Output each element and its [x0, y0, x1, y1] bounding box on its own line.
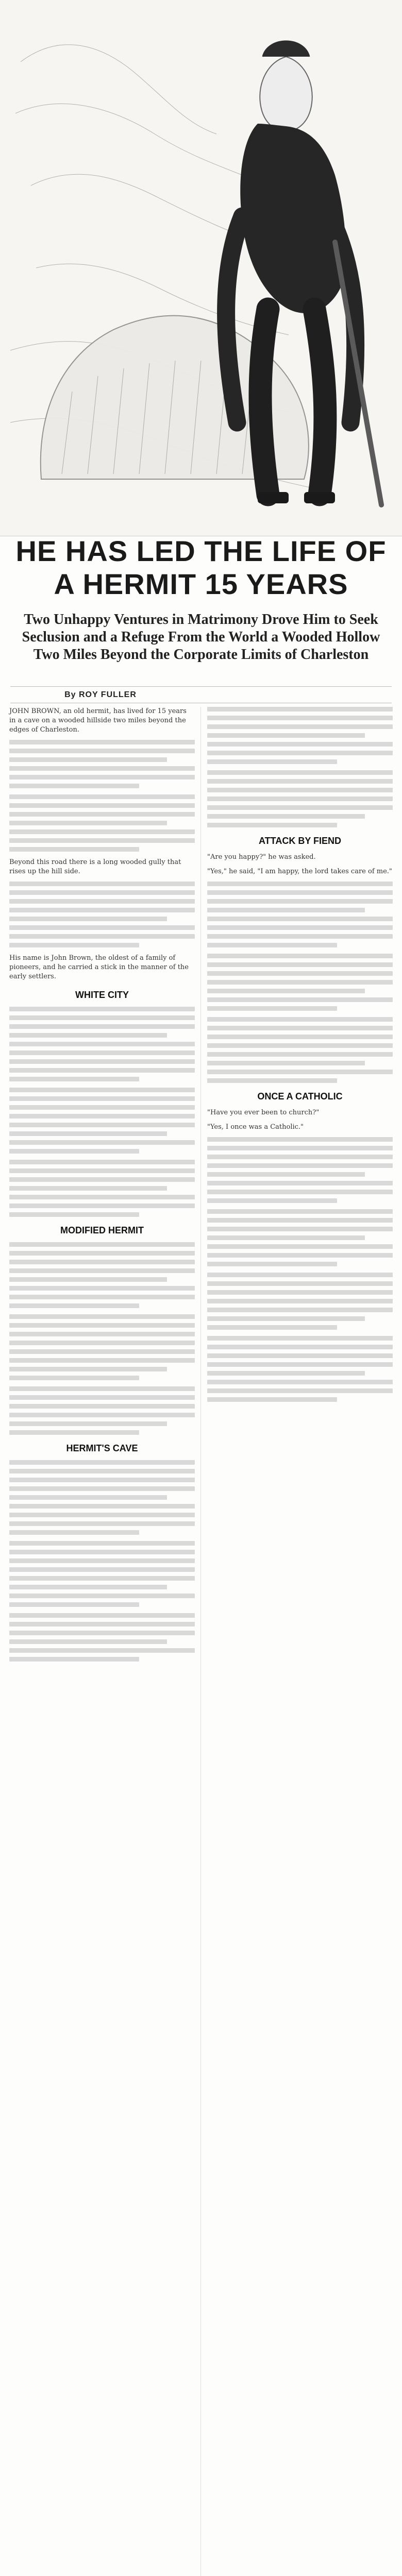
headline: HE HAS LED THE LIFE OF A HERMIT 15 YEARS	[15, 535, 387, 600]
lead-paragraph: JOHN BROWN, an old hermit, has lived for 15 years in a cave on a wooded hillside two miles beyond the edges of Charleston.	[9, 707, 187, 734]
paragraph-block	[207, 1137, 393, 1203]
hermit-photo	[0, 0, 402, 536]
paragraph-block	[9, 1541, 195, 1607]
snippet-left-b: His name is John Brown, the oldest of a family of pioneers, and he carried a stick in the manner of the early settlers.	[9, 954, 189, 980]
deck-subheadline: Two Unhappy Ventures in Matrimony Drove Him to Seek Seclusion and a Refuge From the World a Wooded Hollow Two Miles Beyond the Corporate Limits of Charleston	[22, 612, 380, 663]
paragraph-block	[9, 1088, 195, 1154]
section-heading-white-city: WHITE CITY	[75, 990, 129, 1000]
divider-rule	[10, 686, 392, 687]
snippet-right-a: "Are you happy?" he was asked.	[207, 853, 316, 861]
paragraph-block	[9, 1007, 195, 1081]
snippet-right-d: "Yes, I once was a Catholic."	[207, 1123, 304, 1131]
byline: By ROY FULLER	[64, 690, 137, 699]
paragraph-block	[207, 1017, 393, 1083]
paragraph-block	[9, 1314, 195, 1380]
paragraph-block	[9, 740, 195, 788]
paragraph-block	[207, 707, 393, 764]
column-left	[9, 707, 195, 1668]
paragraph-block	[207, 882, 393, 947]
paragraph-block	[207, 954, 393, 1011]
snippet-right-c: "Have you ever been to church?"	[207, 1109, 320, 1116]
hermit-sketch	[0, 0, 402, 536]
paragraph-block	[207, 1273, 393, 1330]
paragraph-block	[207, 1336, 393, 1402]
paragraph-block	[9, 794, 195, 852]
paragraph-block	[207, 770, 393, 827]
column-divider	[200, 707, 201, 2576]
section-heading-once-a-catholic: ONCE A CATHOLIC	[257, 1091, 343, 1101]
snippet-right-b: "Yes," he said, "I am happy, the lord takes care of me."	[207, 868, 392, 875]
section-heading-hermits-cave: HERMIT'S CAVE	[66, 1443, 138, 1453]
section-heading-modified-hermit: MODIFIED HERMIT	[60, 1225, 144, 1235]
paragraph-block	[9, 882, 195, 947]
column-right	[207, 707, 393, 1408]
paragraph-block	[9, 1242, 195, 1308]
section-heading-attack-by-fiend: ATTACK BY FIEND	[259, 836, 341, 846]
paragraph-block	[9, 1386, 195, 1435]
paragraph-block	[9, 1613, 195, 1662]
snippet-left-a: Beyond this road there is a long wooded gully that rises up the hill side.	[9, 858, 181, 875]
paragraph-block	[207, 1209, 393, 1266]
paragraph-block	[9, 1460, 195, 1535]
paragraph-block	[9, 1160, 195, 1217]
